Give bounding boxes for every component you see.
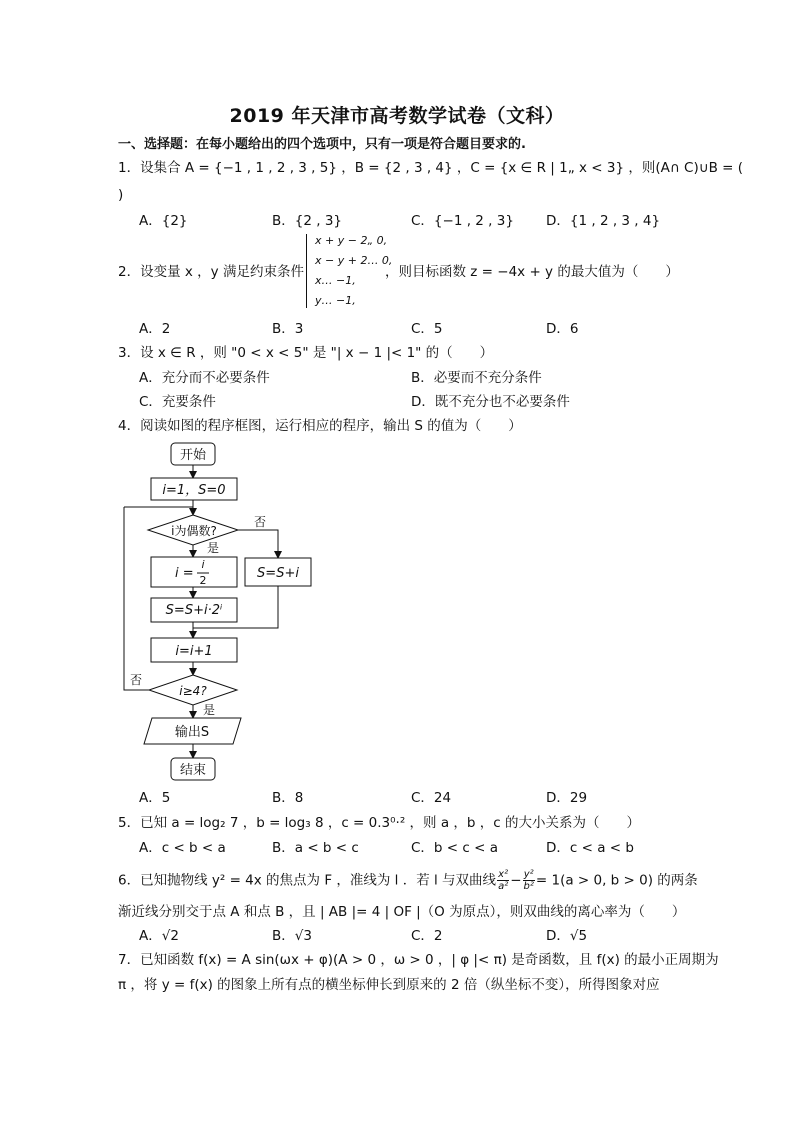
section-heading: 一、选择题：在每小题给出的四个选项中，只有一项是符合题目要求的. — [118, 137, 526, 152]
flow-half-box — [151, 557, 237, 587]
q6-option-c: C．2 — [411, 928, 443, 944]
q6-text-part1: 6．已知抛物线 y² = 4x 的焦点为 F ，准线为 l ．若 l 与双曲线 — [118, 872, 497, 889]
q6-fraction-y-num: y² — [523, 869, 534, 880]
flow-increment-label: i=i+1 — [175, 644, 213, 659]
q2-constraint-4: y… −1, — [315, 294, 356, 307]
q2-text-suffix: ，则目标函数 z = −4x + y 的最大值为（ ） — [385, 264, 679, 280]
q1-option-d: D．{1 , 2 , 3 , 4} — [546, 213, 661, 229]
q3-option-b: B．必要而不充分条件 — [411, 370, 542, 386]
q2-option-c: C．5 — [411, 321, 443, 337]
q4-option-c: C．24 — [411, 790, 452, 806]
q6-option-b: B．√3 — [272, 928, 312, 944]
q1-text: 1．设集合 A = {−1 , 1 , 2 , 3 , 5} ，B = {2 , 3 , 4} ，C = {x ∈ R | 1„ x < 3} ，则(A∩ C)∪B = ( — [118, 160, 744, 176]
q6-option-d: D．√5 — [546, 928, 588, 944]
q2-option-d: D．6 — [546, 321, 579, 337]
flow-half-lhs: i = — [175, 566, 194, 581]
q6-text-cont: 渐近线分别交于点 A 和点 B ，且 | AB |= 4 | OF |（O 为原点），则双曲线的离心率为（ ） — [118, 904, 686, 920]
flow-decision-stop-label: i≥4? — [179, 684, 207, 698]
q6-option-a: A．√2 — [139, 928, 179, 944]
q2-option-b: B．3 — [272, 321, 304, 337]
q6-fraction-x-num: x² — [498, 869, 509, 880]
q5-text: 5．已知 a = log₂ 7 ，b = log₃ 8 ，c = 0.3⁰·² ，则 a ，b ，c 的大小关系为（ ） — [118, 815, 640, 831]
q3-option-d: D．既不充分也不必要条件 — [411, 394, 570, 410]
q6-fraction-x — [497, 869, 509, 892]
q6-minus: − — [510, 872, 522, 889]
flow-update-s-odd-label: S=S+i — [257, 566, 299, 581]
q5-option-d: D．c < a < b — [546, 840, 634, 856]
flow-output-label: 输出S — [174, 725, 210, 740]
q6-fraction-y-den: b² — [523, 881, 534, 892]
flow-yes-label: 是 — [207, 541, 220, 555]
flow-end-label: 结束 — [179, 763, 207, 778]
q6-text — [118, 869, 698, 892]
flow-start-label: 开始 — [179, 448, 207, 463]
q7-text-cont: π ，将 y = f(x) 的图象上所有点的横坐标伸长到原来的 2 倍（纵坐标不变），所得图象对应 — [118, 977, 660, 993]
q2-option-a: A．2 — [139, 321, 171, 337]
q3-option-c: C．充要条件 — [139, 394, 216, 410]
q6-fraction-x-den: a² — [498, 881, 509, 892]
q4-option-d: D．29 — [546, 790, 588, 806]
flow-update-s-even-label: S=S+i·2ⁱ — [165, 603, 223, 618]
flow-init-label: i=1，S=0 — [162, 483, 226, 498]
page-title: 2019 年天津市高考数学试卷（文科） — [229, 105, 565, 127]
q1-text-cont: ) — [118, 187, 124, 203]
q4-text: 4．阅读如图的程序框图，运行相应的程序，输出 S 的值为（ ） — [118, 418, 522, 434]
q6-text-part2: = 1(a > 0, b > 0) 的两条 — [535, 872, 698, 889]
q7-text: 7．已知函数 f(x) = A sin(ωx + φ)(A > 0 ，ω > 0 ，| φ |< π) 是奇函数，且 f(x) 的最小正周期为 — [118, 952, 719, 968]
flow-yes-label-2: 是 — [203, 703, 216, 717]
q2-constraint-3: x… −1, — [315, 274, 356, 287]
flow-no-label-2: 否 — [130, 673, 143, 687]
q2-constraint-1: x + y − 2„ 0, — [315, 234, 388, 247]
flow-half-num: i — [201, 558, 205, 571]
q4-option-b: B．8 — [272, 790, 304, 806]
q5-option-a: A．c < b < a — [139, 840, 226, 856]
q6-fraction-y — [523, 869, 535, 892]
q3-option-a: A．充分而不必要条件 — [139, 370, 270, 386]
q1-option-a: A．{2} — [139, 213, 188, 229]
q3-text: 3．设 x ∈ R ，则 "0 < x < 5" 是 "| x − 1 |< 1" 的（ ） — [118, 345, 494, 361]
q2-text: 2．设变量 x ，y 满足约束条件 — [118, 264, 304, 280]
flow-half-den: 2 — [199, 574, 207, 587]
flow-decision-even-label: i为偶数? — [171, 524, 217, 538]
q1-option-c: C．{−1 , 2 , 3} — [411, 213, 514, 229]
q2-constraint-2: x − y + 2… 0, — [315, 254, 393, 267]
q4-option-a: A．5 — [139, 790, 171, 806]
q1-option-b: B．{2 , 3} — [272, 213, 342, 229]
q5-option-c: C．b < c < a — [411, 840, 498, 856]
q5-option-b: B．a < b < c — [272, 840, 359, 856]
flow-no-label: 否 — [254, 515, 267, 529]
